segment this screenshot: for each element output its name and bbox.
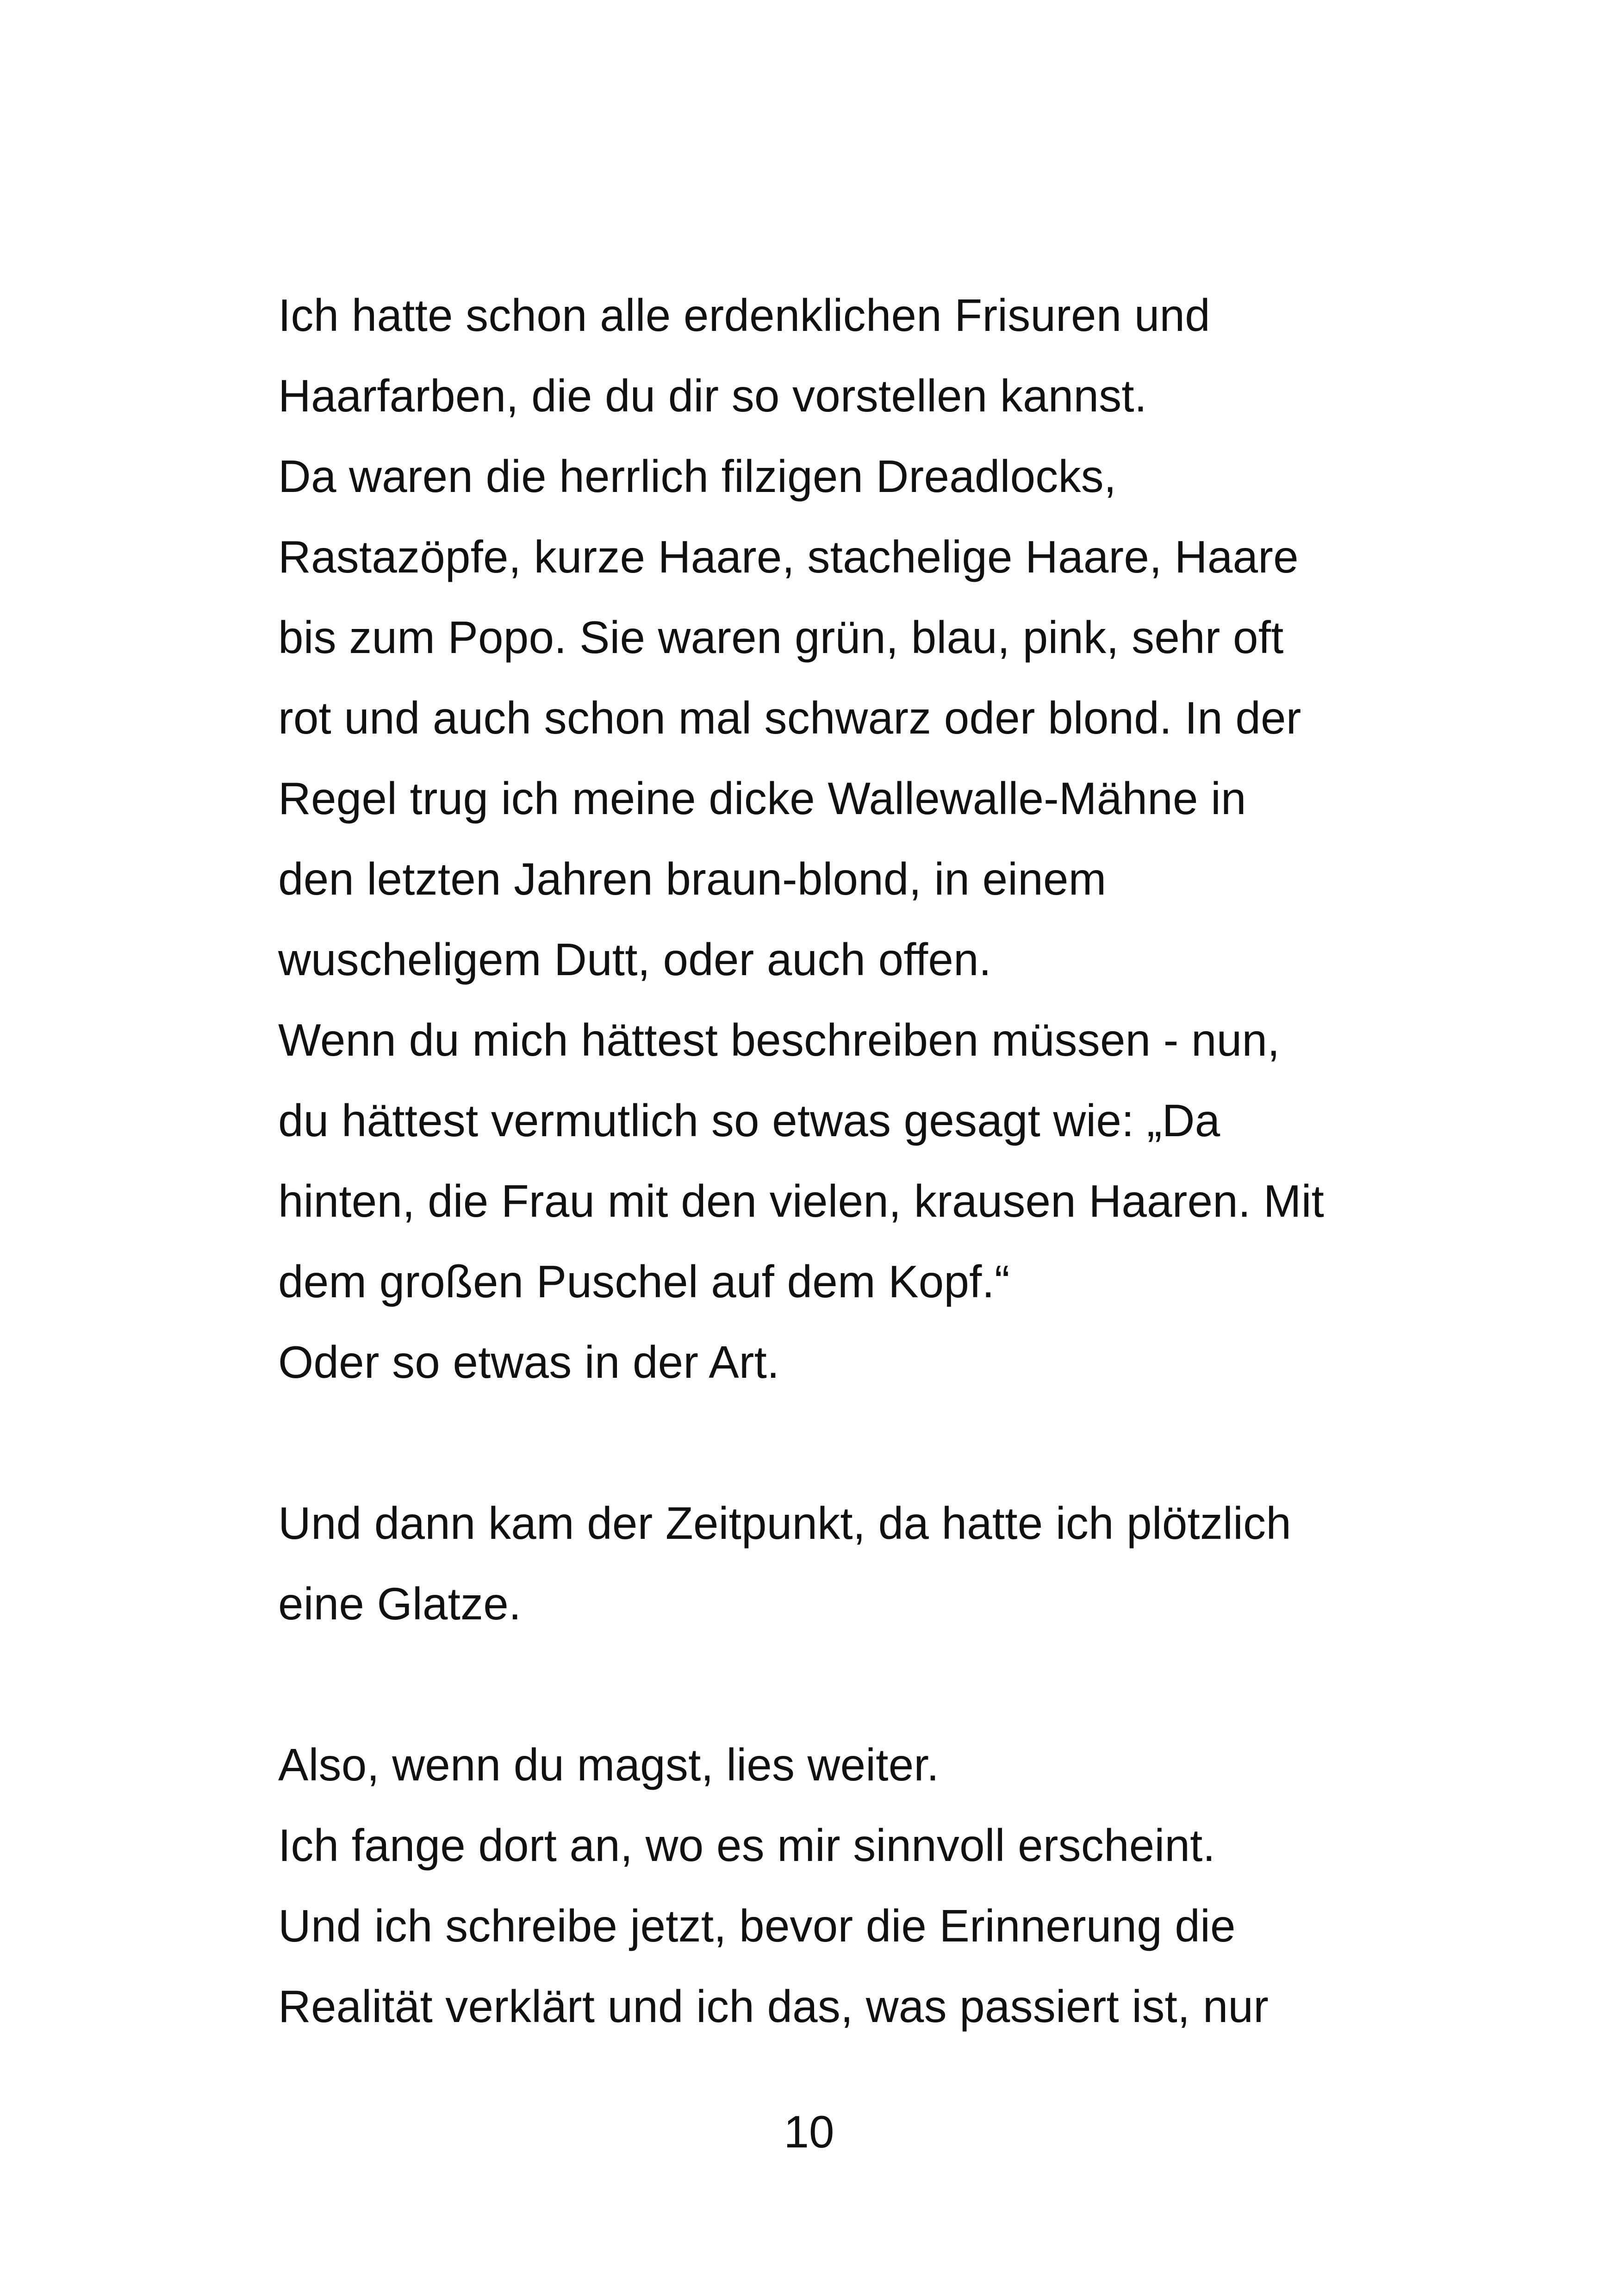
text-line: Ich fange dort an, wo es mir sinnvoll erscheint. (278, 1820, 1216, 1871)
text-line: den letzten Jahren braun-blond, in einem (278, 853, 1107, 904)
text-line: eine Glatze. (278, 1578, 522, 1629)
body-text (278, 275, 1389, 2047)
paragraph-haare (278, 436, 1389, 1000)
text-line: wuscheligem Dutt, oder auch offen. (278, 934, 992, 985)
text-line: Und dann kam der Zeitpunkt, da hatte ich plötzlich (278, 1498, 1292, 1549)
paragraph-weiter (278, 1724, 1389, 1805)
text-line: dem großen Puschel auf dem Kopf.“ (278, 1256, 1010, 1307)
text-line: Rastazöpfe, kurze Haare, stachelige Haare, Haare (278, 531, 1299, 582)
text-line: Also, wenn du magst, lies weiter. (278, 1739, 940, 1790)
text-line: du hättest vermutlich so etwas gesagt wie: „Da (278, 1095, 1220, 1146)
text-line: Realität verklärt und ich das, was passiert ist, nur (278, 1981, 1269, 2032)
paragraph-spacer (278, 1644, 1389, 1724)
paragraph-anfang (278, 1805, 1389, 1885)
paragraph-erinnerung (278, 1885, 1389, 2047)
paragraph-beschreibung (278, 1000, 1389, 1322)
text-line: hinten, die Frau mit den vielen, krausen Haaren. Mit (278, 1176, 1325, 1226)
page-number: 10 (784, 2106, 834, 2157)
paragraph-glatze (278, 1483, 1389, 1644)
text-line: bis zum Popo. Sie waren grün, blau, pink, sehr oft (278, 612, 1284, 663)
text-line: rot und auch schon mal schwarz oder blond. In der (278, 692, 1301, 743)
text-line: Ich hatte schon alle erdenklichen Frisuren und (278, 290, 1210, 341)
text-line: Haarfarben, die du dir so vorstellen kannst. (278, 370, 1147, 421)
paragraph-spacer (278, 1402, 1389, 1483)
text-line: Regel trug ich meine dicke Wallewalle-Mähne in (278, 773, 1246, 824)
paragraph-art (278, 1322, 1389, 1402)
text-line: Oder so etwas in der Art. (278, 1337, 780, 1388)
text-line: Wenn du mich hättest beschreiben müssen - nun, (278, 1014, 1280, 1065)
paragraph-frisuren (278, 275, 1389, 436)
text-line: Und ich schreibe jetzt, bevor die Erinnerung die (278, 1900, 1236, 1951)
text-line: Da waren die herrlich filzigen Dreadlocks, (278, 451, 1117, 502)
